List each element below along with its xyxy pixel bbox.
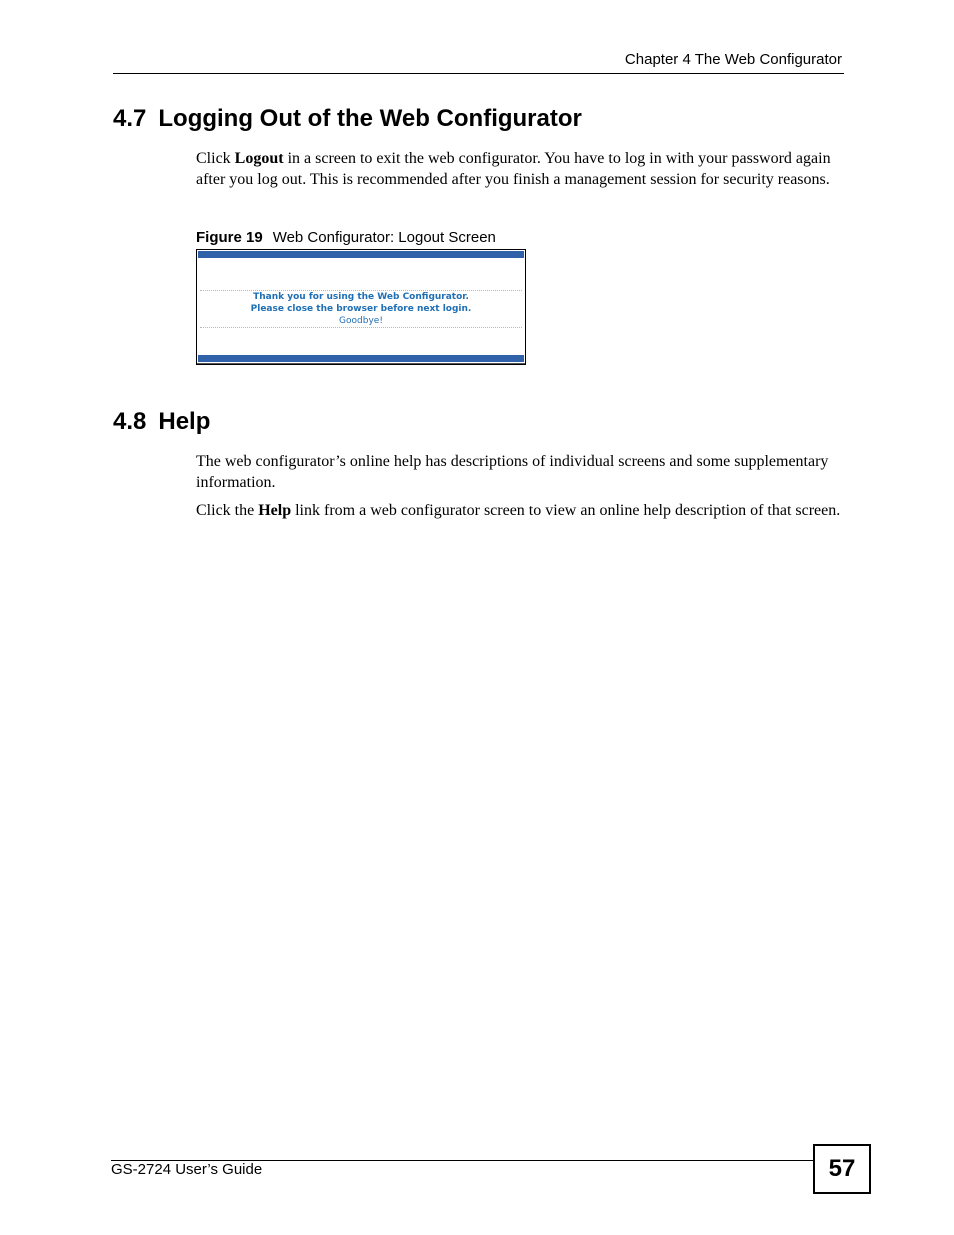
- top-banner-bar: [198, 251, 524, 258]
- logout-screen-figure: [196, 249, 526, 365]
- section-number: 4.7: [113, 105, 147, 132]
- text-run: in a screen to exit the web configurator. You have to log in with your password again after you log out. This is recommended after you finish a management session for security reasons.: [196, 150, 831, 188]
- help-term: Help: [258, 502, 292, 519]
- figure-caption: [196, 229, 496, 246]
- section-number: 4.8: [113, 408, 147, 435]
- help-intro-paragraph: The web configurator’s online help has descriptions of individual screens and some supplementary information.: [196, 453, 829, 491]
- text-run: Click: [196, 150, 235, 167]
- figure-shadow: [197, 363, 525, 364]
- page-number: 57: [813, 1144, 871, 1194]
- message-line: Please close the browser before next login.: [250, 304, 472, 314]
- running-header: Chapter 4 The Web Configurator: [624, 51, 842, 68]
- message-line: Thank you for using the Web Configurator.: [253, 292, 469, 302]
- text-run: link from a web configurator screen to view an online help description of that screen.: [291, 502, 841, 519]
- section-title: Logging Out of the Web Configurator: [158, 105, 582, 132]
- help-link-paragraph: [196, 501, 841, 522]
- figure-label: Figure 19: [196, 229, 263, 246]
- logout-term: Logout: [234, 150, 284, 167]
- logout-paragraph: [196, 149, 841, 190]
- section-heading-4-7: [113, 105, 582, 133]
- guide-title: GS-2724 User’s Guide: [111, 1161, 263, 1178]
- message-line: Goodbye!: [339, 316, 383, 326]
- figure-title: Web Configurator: Logout Screen: [272, 229, 496, 246]
- bottom-banner-bar: [198, 355, 524, 362]
- section-title: Help: [158, 408, 211, 435]
- header-divider: [113, 73, 844, 74]
- logout-message: [197, 291, 525, 327]
- section-heading-4-8: [113, 408, 210, 436]
- dotted-divider: [200, 327, 522, 328]
- text-run: Click the: [196, 502, 259, 519]
